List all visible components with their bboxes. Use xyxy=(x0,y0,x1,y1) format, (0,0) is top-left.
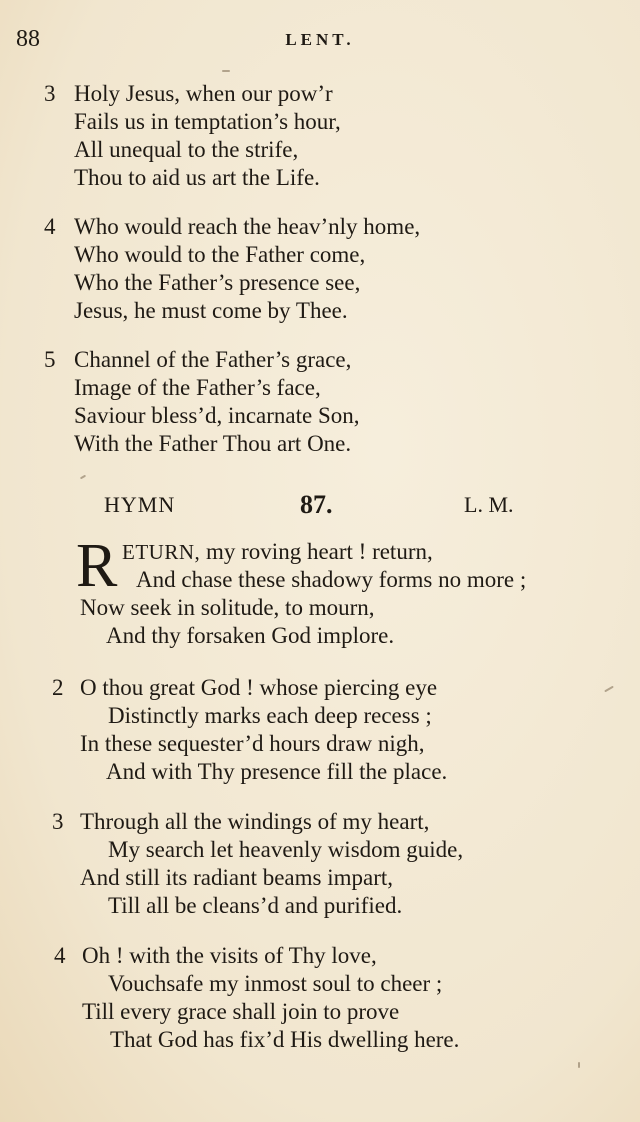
first-word-caps: ETURN, xyxy=(122,540,201,564)
stanza-number: 5 xyxy=(44,347,56,372)
hymn-number: 87. xyxy=(300,490,333,519)
stanza-number: 4 xyxy=(54,943,66,968)
hymn-label: HYMN xyxy=(104,492,176,517)
hymn-heading xyxy=(0,492,640,526)
page-header xyxy=(0,24,640,56)
verse-line: Fails us in temptation’s hour, xyxy=(74,109,341,134)
ink-speck xyxy=(222,70,230,72)
verse-line: Now seek in solitude, to mourn, xyxy=(80,595,375,620)
drop-cap: R xyxy=(76,532,118,600)
verse-line: Channel of the Father’s grace, xyxy=(74,347,352,372)
stanza-number: 2 xyxy=(52,675,64,700)
page-number: 88 xyxy=(16,26,40,52)
hymn-meter: L. M. xyxy=(464,492,514,517)
verse-line: My search let heavenly wisdom guide, xyxy=(108,837,464,862)
verse-line: And chase these shadowy forms no more ; xyxy=(136,567,527,592)
verse-line: Till every grace shall join to prove xyxy=(82,999,400,1024)
verse-line: And thy forsaken God implore. xyxy=(106,623,395,648)
verse-line: Who would reach the heav’nly home, xyxy=(74,214,421,239)
verse-line: Who the Father’s presence see, xyxy=(74,270,361,295)
verse-line: O thou great God ! whose piercing eye xyxy=(80,675,438,700)
stanza-number: 3 xyxy=(44,81,56,106)
verse-line: And with Thy presence fill the place. xyxy=(106,759,448,784)
verse-line: And still its radiant beams impart, xyxy=(80,865,394,890)
verse-line: Distinctly marks each deep recess ; xyxy=(108,703,432,728)
verse-line: All unequal to the strife, xyxy=(74,137,299,162)
verse-line: That God has fix’d His dwelling here. xyxy=(110,1027,460,1052)
running-head: LENT. xyxy=(285,30,355,49)
verse-line: Saviour bless’d, incarnate Son, xyxy=(74,403,360,428)
ink-speck xyxy=(80,475,86,480)
verse-line: Till all be cleans’d and purified. xyxy=(108,893,403,918)
verse-line: With the Father Thou art One. xyxy=(74,431,352,456)
first-line-rest: my roving heart ! return, xyxy=(200,539,433,564)
verse-line-first xyxy=(122,538,433,566)
verse-line: Through all the windings of my heart, xyxy=(80,809,430,834)
verse-line: Image of the Father’s face, xyxy=(74,375,321,400)
ink-speck xyxy=(578,1062,580,1068)
stanza-number: 3 xyxy=(52,809,64,834)
verse-line: Holy Jesus, when our pow’r xyxy=(74,81,333,106)
verse-line: Thou to aid us art the Life. xyxy=(74,165,320,190)
verse-line: Jesus, he must come by Thee. xyxy=(74,298,348,323)
ink-speck xyxy=(604,686,614,693)
verse-line: Oh ! with the visits of Thy love, xyxy=(82,943,377,968)
stanza-number: 4 xyxy=(44,214,56,239)
verse-line: Who would to the Father come, xyxy=(74,242,366,267)
verse-line: Vouchsafe my inmost soul to cheer ; xyxy=(108,971,443,996)
verse-line: In these sequester’d hours draw nigh, xyxy=(80,731,425,756)
